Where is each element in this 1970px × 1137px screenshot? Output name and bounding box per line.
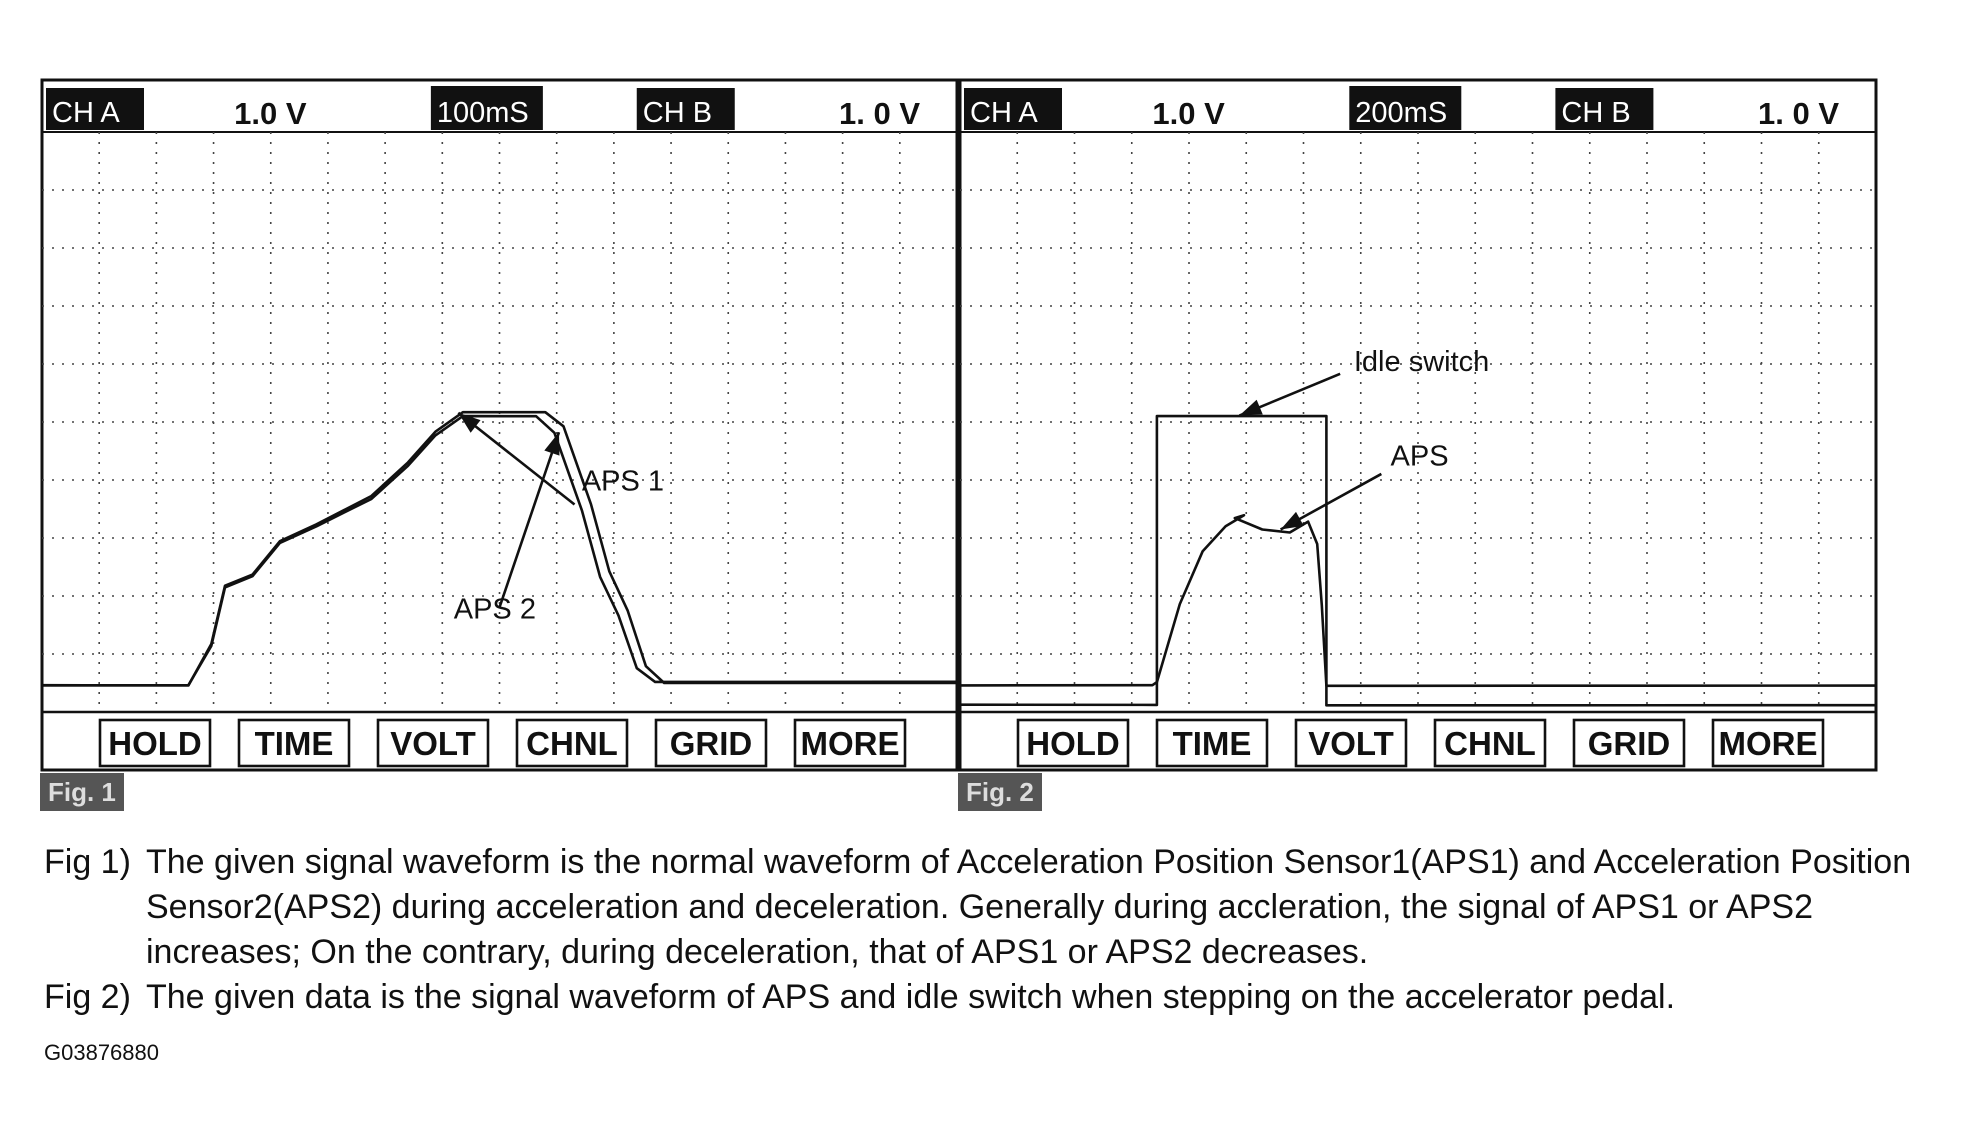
softkey-label: CHNL [526,725,618,762]
ch-b-scale: 1. 0 V [1758,96,1839,131]
ch-a-label: CH A [52,97,120,129]
caption-fig2-text: The given data is the signal waveform of APS and idle switch when stepping on the accelerator pedal. [146,978,1676,1016]
scope-panel-1 [40,80,957,811]
trace-aps [960,515,1876,686]
softkey-label: TIME [1172,725,1252,762]
softkey-label: TIME [254,725,334,762]
time-base-label: 100mS [436,97,529,129]
softkey-label: HOLD [108,725,202,762]
softkey-label: GRID [1587,725,1671,762]
softkey-label: HOLD [1026,725,1120,762]
annotation-label: Idle switch [1353,346,1490,379]
caption-fig1-label: Fig 1) [44,843,131,881]
trace-aps2 [42,416,957,685]
ch-a-label: CH A [970,97,1038,129]
time-base-label: 200mS [1355,97,1448,129]
scope-panel-2 [958,80,1876,811]
softkey-label: VOLT [390,725,476,762]
ch-b-label: CH B [642,97,713,129]
softkey-label: MORE [1718,725,1818,762]
annotation-label: APS 1 [581,465,665,498]
annotation-arrow-head [544,432,559,455]
annotation-label: APS 2 [453,593,536,626]
softkey-label: CHNL [1444,725,1536,762]
softkey-label: MORE [800,725,900,762]
figure-tag-label: Fig. 2 [966,777,1034,807]
caption-fig1-text: The given signal waveform is the normal waveform of Acceleration Position Sensor1(APS1) and Acceleration Position Sensor2(APS2) during acceleration and deceleration. Generally during accleration, the signal of APS1 or APS2 increases; On the contrary, during deceleration, that of APS1 or APS2 decreases. [146,843,1912,971]
softkey-label: VOLT [1308,725,1394,762]
ch-b-label: CH B [1561,97,1631,129]
ch-a-scale: 1.0 V [234,96,307,131]
figure-tag-label: Fig. 1 [48,777,116,807]
ch-b-scale: 1. 0 V [839,96,920,131]
annotation-label: APS [1390,440,1449,473]
softkey-label: GRID [669,725,753,762]
annotation-arrow-line [458,413,574,505]
annotation-arrow-head [1239,400,1262,416]
annotation-arrow-line [500,432,559,607]
ch-a-scale: 1.0 V [1152,96,1225,131]
graphic-code: G03876880 [44,1040,159,1065]
caption-fig2-label: Fig 2) [44,978,131,1016]
